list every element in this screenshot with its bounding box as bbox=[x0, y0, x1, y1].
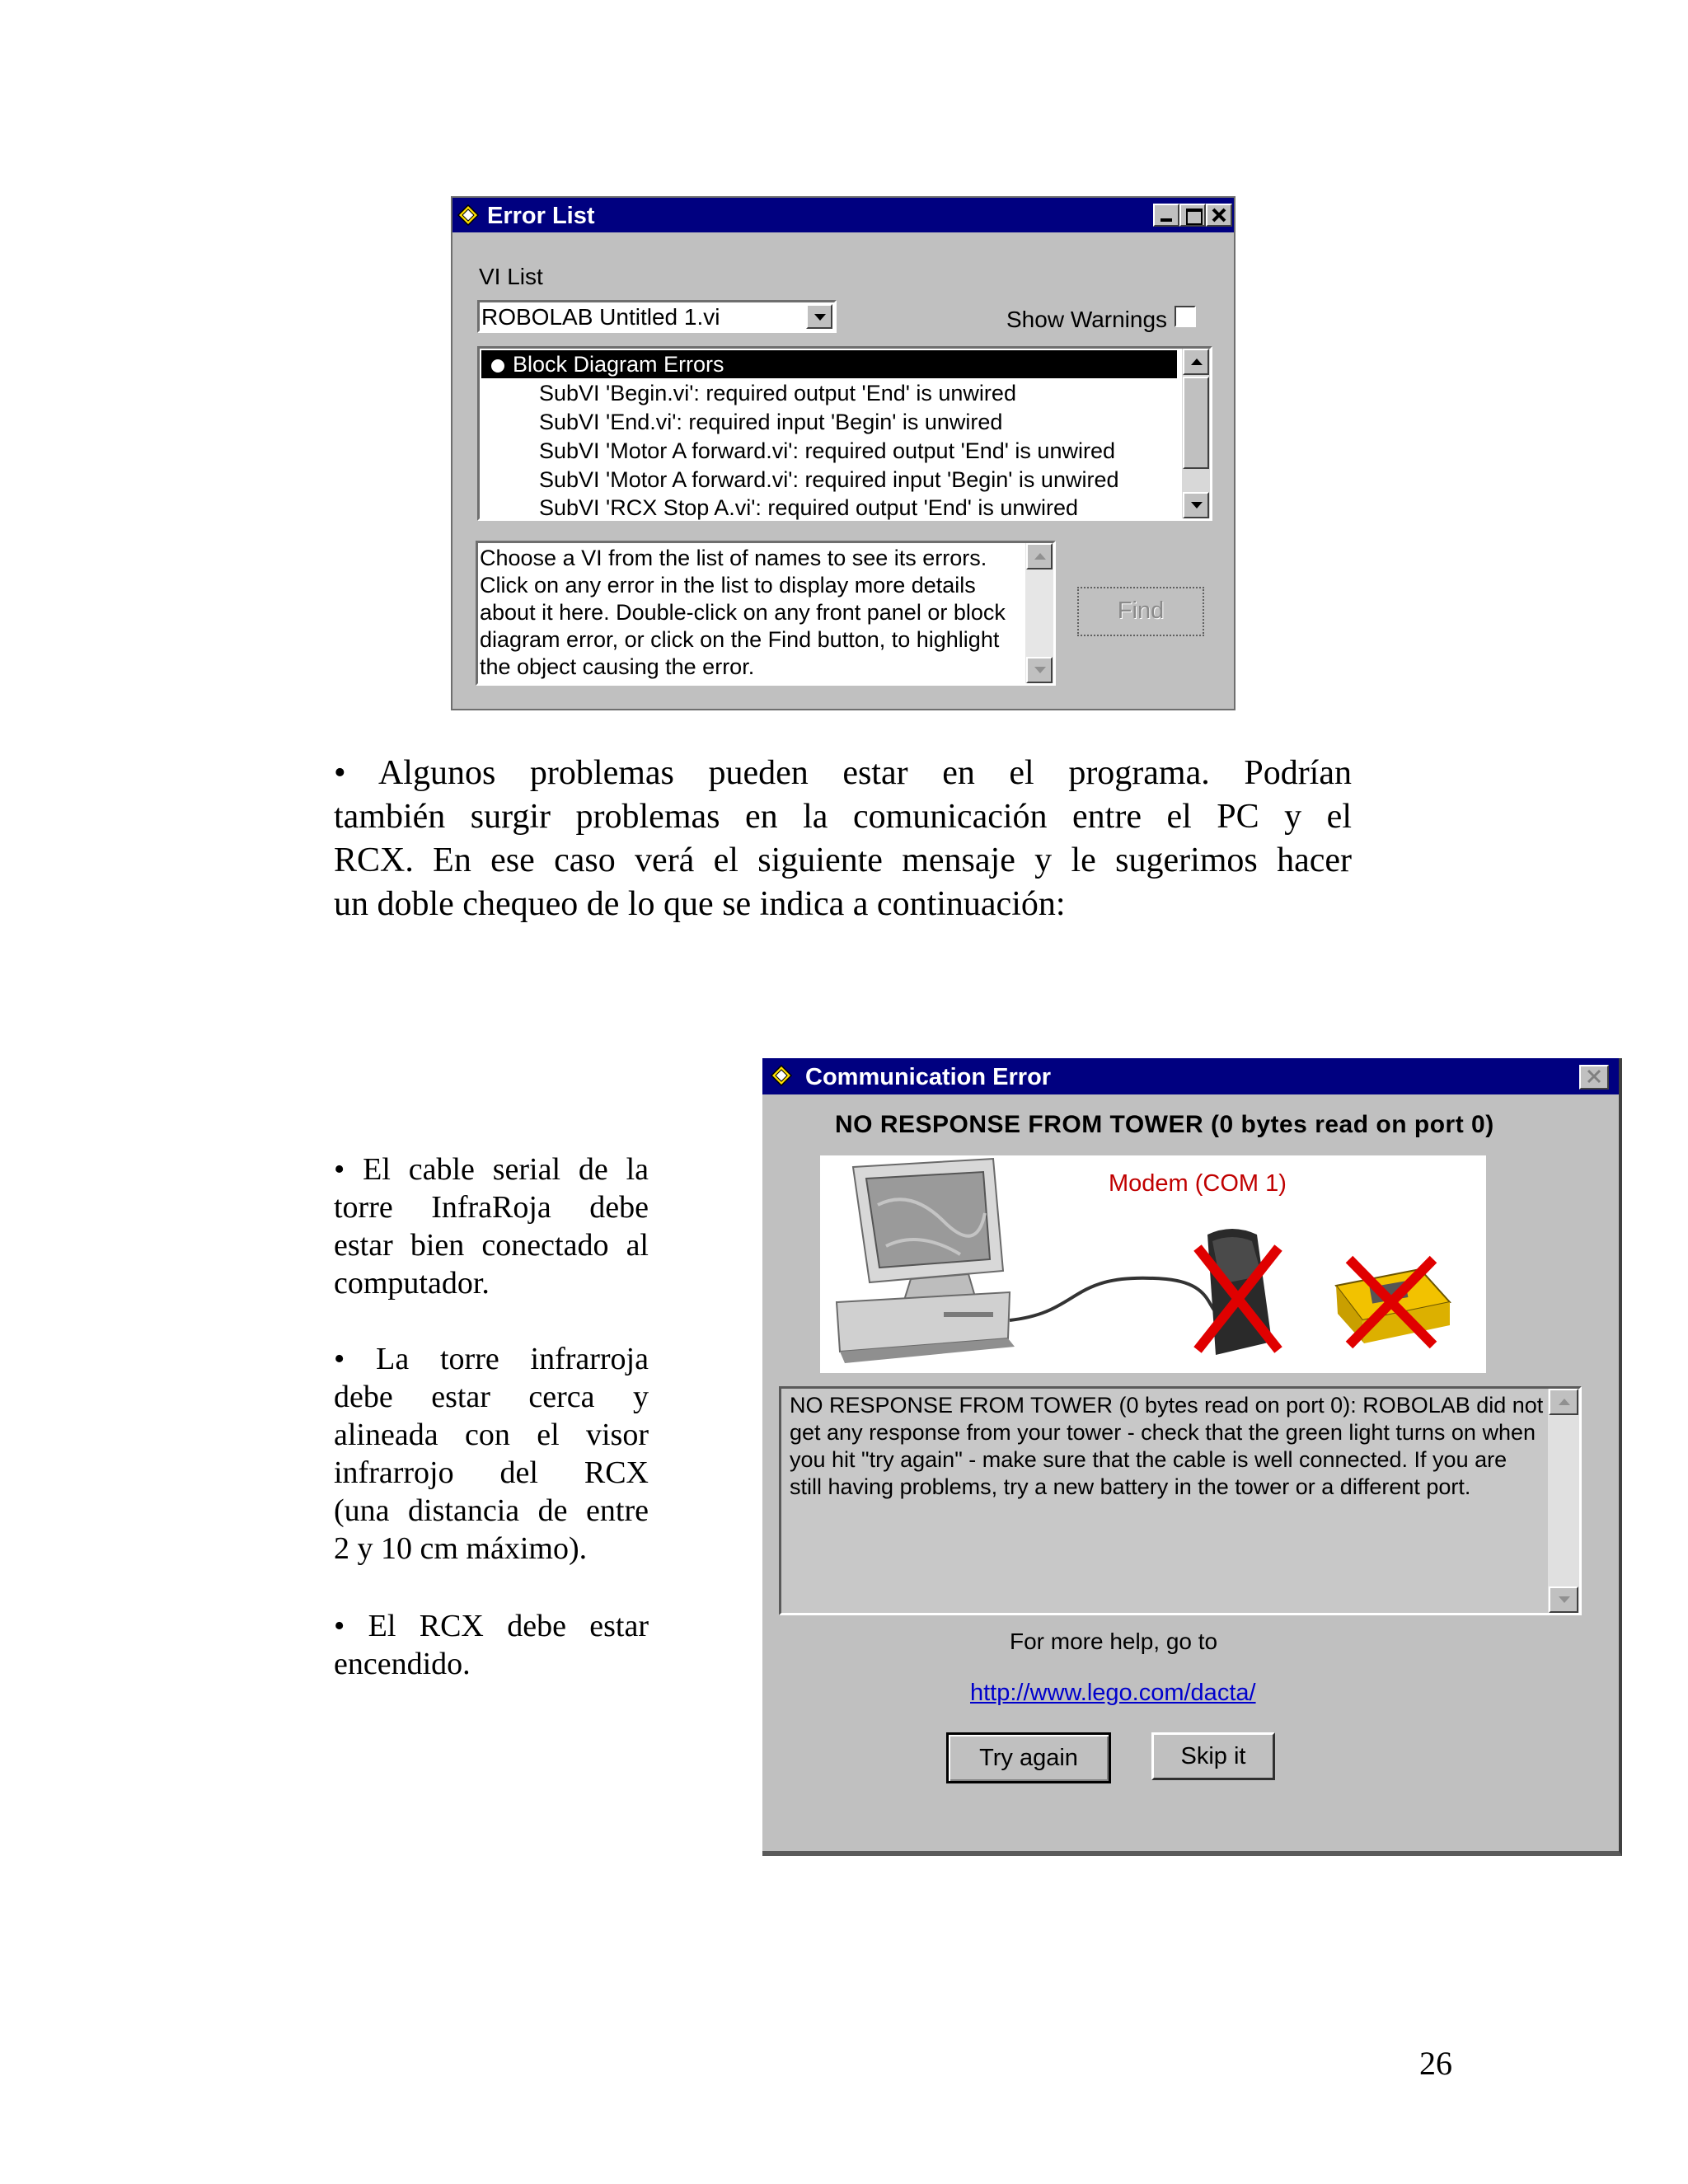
errors-listbox[interactable] bbox=[477, 346, 1212, 521]
bullet-cable bbox=[334, 1151, 649, 1302]
try-again-button[interactable]: Try again bbox=[946, 1732, 1111, 1783]
close-button[interactable] bbox=[1206, 204, 1232, 227]
help-prefix-text: For more help, go to bbox=[1010, 1629, 1218, 1654]
tower-icon bbox=[1183, 1226, 1290, 1361]
maximize-button[interactable] bbox=[1179, 204, 1206, 227]
help-scrollbar[interactable] bbox=[1025, 543, 1053, 683]
show-warnings-label: Show Warnings bbox=[1006, 307, 1168, 332]
list-item-header[interactable] bbox=[481, 350, 1177, 378]
maximize-icon bbox=[1186, 209, 1203, 225]
message-line: NO RESPONSE FROM TOWER (0 bytes read on port 0): ROBOLAB did not bbox=[790, 1393, 1544, 1418]
dropdown-button[interactable] bbox=[806, 304, 832, 329]
rcx-brick-icon bbox=[1329, 1253, 1453, 1352]
list-item[interactable]: SubVI 'Begin.vi': required output 'End' is unwired bbox=[539, 381, 1016, 405]
bullet-line: encendido. bbox=[334, 1647, 471, 1681]
help-scroll-down[interactable] bbox=[1026, 657, 1053, 683]
paragraph-line: RCX. En ese caso verá el siguiente mensaje y le sugerimos hacer bbox=[334, 841, 1352, 879]
labview-diamond-icon bbox=[771, 1065, 792, 1086]
message-line: get any response from your tower - check that the green light turns on when bbox=[790, 1420, 1536, 1445]
close-icon bbox=[1207, 205, 1231, 225]
list-item[interactable]: SubVI 'Motor A forward.vi': required input 'Begin' is unwired bbox=[539, 467, 1119, 492]
message-textbox bbox=[779, 1386, 1582, 1615]
minimize-button[interactable] bbox=[1153, 204, 1179, 227]
bullet-line: infrarrojo del RCX bbox=[334, 1455, 649, 1490]
bullet-rcx bbox=[334, 1607, 649, 1683]
message-scroll-down[interactable] bbox=[1549, 1586, 1578, 1613]
help-line: diagram error, or click on the Find button, to highlight bbox=[480, 627, 1000, 652]
find-button[interactable]: Find bbox=[1077, 587, 1204, 636]
chevron-down-icon bbox=[814, 314, 826, 321]
skip-button[interactable]: Skip it bbox=[1151, 1732, 1275, 1780]
list-item[interactable]: SubVI 'RCX Stop A.vi': required output 'End' is unwired bbox=[539, 495, 1078, 520]
error-list-title: Error List bbox=[487, 203, 595, 229]
scroll-up-button[interactable] bbox=[1183, 349, 1209, 375]
error-list-window bbox=[451, 196, 1236, 710]
message-line: still having problems, try a new battery in the tower or a different port. bbox=[790, 1474, 1471, 1499]
vi-selected-value: ROBOLAB Untitled 1.vi bbox=[481, 304, 720, 330]
minimize-icon bbox=[1160, 218, 1172, 222]
help-line: the object causing the error. bbox=[480, 654, 755, 679]
help-scroll-up[interactable] bbox=[1026, 543, 1053, 569]
comm-error-titlebar[interactable] bbox=[762, 1058, 1619, 1094]
arrow-up-icon bbox=[1559, 1399, 1570, 1405]
bullet-line: 2 y 10 cm máximo). bbox=[334, 1531, 588, 1566]
show-warnings-checkbox[interactable] bbox=[1175, 306, 1196, 327]
paragraph-line: un doble chequeo de lo que se indica a continuación: bbox=[334, 885, 1066, 923]
arrow-down-icon bbox=[1191, 502, 1203, 509]
list-item[interactable]: SubVI 'Motor A forward.vi': required output 'End' is unwired bbox=[539, 438, 1115, 463]
bullet-line: torre InfraRoja debe bbox=[334, 1190, 649, 1225]
modem-label: Modem (COM 1) bbox=[1109, 1170, 1287, 1197]
labview-diamond-icon bbox=[457, 204, 479, 226]
error-list-titlebar[interactable] bbox=[452, 198, 1234, 232]
bullet-line: computador. bbox=[334, 1266, 490, 1301]
close-icon bbox=[1581, 1066, 1607, 1088]
help-line: about it here. Double-click on any front panel or block bbox=[480, 600, 1006, 625]
tower-illustration bbox=[820, 1155, 1486, 1373]
bullet-tower bbox=[334, 1340, 649, 1568]
bullet-line: estar bien conectado al bbox=[334, 1228, 649, 1263]
close-button[interactable] bbox=[1579, 1065, 1609, 1090]
errors-scrollbar[interactable] bbox=[1182, 349, 1210, 518]
paragraph-line: también surgir problemas en la comunicación entre el PC y el bbox=[334, 798, 1352, 836]
bullet-icon bbox=[491, 359, 504, 373]
arrow-down-icon bbox=[1034, 667, 1046, 673]
scroll-down-button[interactable] bbox=[1183, 492, 1209, 518]
page-number: 26 bbox=[1419, 2045, 1452, 2082]
bullet-line: alineada con el visor bbox=[334, 1418, 649, 1452]
bullet-line: (una distancia de entre bbox=[334, 1493, 649, 1528]
errors-header-text: Block Diagram Errors bbox=[513, 352, 724, 377]
comm-error-title: Communication Error bbox=[805, 1064, 1052, 1090]
help-line: Click on any error in the list to display more details bbox=[480, 573, 976, 598]
help-textbox bbox=[476, 541, 1056, 686]
arrow-down-icon bbox=[1559, 1596, 1570, 1603]
list-item[interactable]: SubVI 'End.vi': required input 'Begin' is unwired bbox=[539, 410, 1003, 434]
arrow-up-icon bbox=[1191, 359, 1203, 365]
paragraph-line: • Algunos problemas pueden estar en el programa. Podrían bbox=[334, 754, 1352, 792]
scroll-thumb[interactable] bbox=[1183, 377, 1209, 469]
bullet-line: debe estar cerca y bbox=[334, 1380, 649, 1414]
help-line: Choose a VI from the list of names to see its errors. bbox=[480, 546, 987, 570]
bullet-line: • El cable serial de la bbox=[334, 1152, 649, 1187]
message-scroll-up[interactable] bbox=[1549, 1389, 1578, 1415]
bullet-line: • El RCX debe estar bbox=[334, 1609, 649, 1643]
arrow-up-icon bbox=[1034, 553, 1046, 560]
bullet-line: • La torre infrarroja bbox=[334, 1342, 649, 1376]
communication-error-window bbox=[762, 1058, 1622, 1856]
vi-list-label: VI List bbox=[479, 264, 543, 289]
message-line: you hit "try again" - make sure that the cable is well connected. If you are bbox=[790, 1447, 1507, 1472]
help-link[interactable]: http://www.lego.com/dacta/ bbox=[970, 1680, 1256, 1706]
intro-paragraph bbox=[334, 752, 1352, 926]
vi-list-dropdown[interactable] bbox=[477, 300, 837, 333]
message-scrollbar[interactable] bbox=[1548, 1389, 1579, 1613]
comm-error-headline: NO RESPONSE FROM TOWER (0 bytes read on port 0) bbox=[835, 1111, 1494, 1138]
